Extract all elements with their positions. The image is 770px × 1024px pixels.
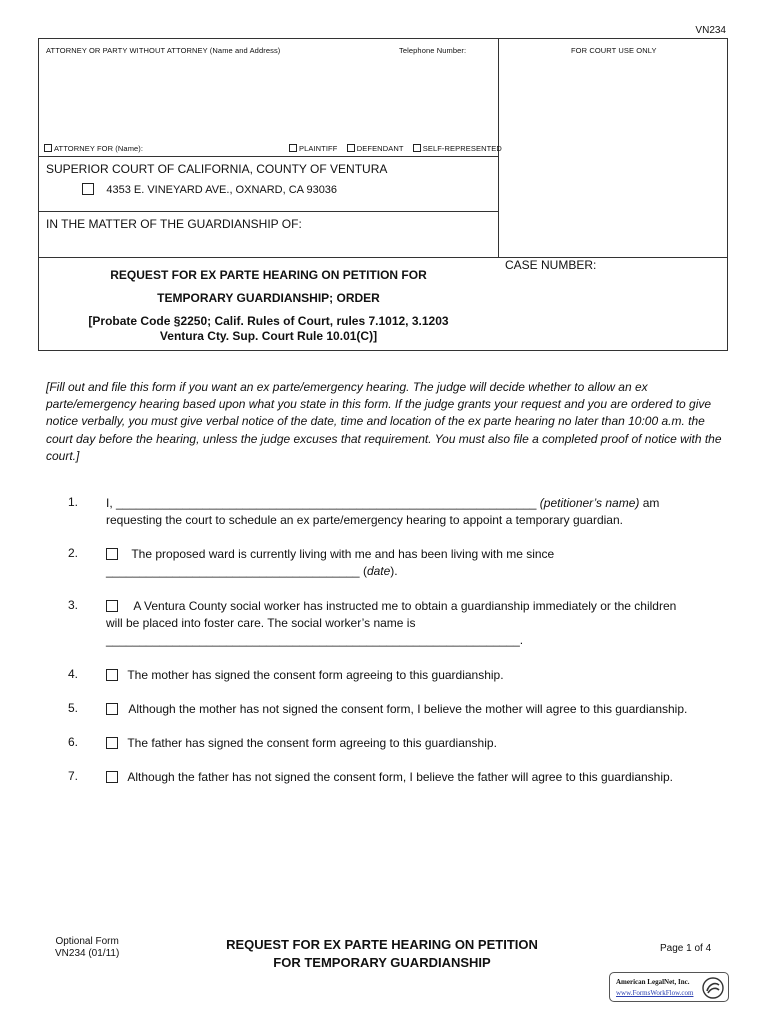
- item-1-text-end: am: [639, 496, 660, 510]
- item-6-checkbox[interactable]: [106, 737, 118, 749]
- item-7-text: Although the father has not signed the consent form, I believe the father will agree to this guardianship.: [127, 770, 674, 784]
- item-3-number: 3.: [68, 598, 79, 612]
- publisher-badge: [609, 972, 729, 1002]
- item-7-number: 7.: [68, 769, 79, 783]
- since-date-hint: date: [366, 564, 391, 578]
- petitioner-name-field[interactable]: I, _______________________________________________________________: [106, 496, 540, 510]
- defendant-label: DEFENDANT: [356, 144, 404, 153]
- plaintiff-label: PLAINTIFF: [299, 144, 338, 153]
- matter-section-divider: [39, 211, 498, 212]
- matter-label: IN THE MATTER OF THE GUARDIANSHIP OF:: [46, 217, 302, 231]
- instructions-paragraph: [Fill out and file this form if you want an ex parte/emergency hearing. The judge will decide whether to allow an ex parte/emergency hearing based upon what you state in this form. If the judge grants your request and you are ordered to give notice verbally, you must give verbal notice of the date, time and location of the ex parte hearing no later than 10:00 a.m. the court day before the hearing, unless the judge excuses that requirement. You must also file a completed proof of notice with the court.]: [46, 380, 722, 463]
- form-title-line-1: REQUEST FOR EX PARTE HEARING ON PETITION FOR: [110, 268, 427, 282]
- since-date-field[interactable]: ______________________________________ (: [106, 564, 367, 578]
- title-section-divider: [39, 257, 727, 258]
- court-name: SUPERIOR COURT OF CALIFORNIA, COUNTY OF VENTURA: [46, 162, 388, 176]
- party-role-row: [289, 144, 502, 153]
- item-2-checkbox[interactable]: [106, 548, 118, 560]
- defendant-checkbox[interactable]: [347, 144, 355, 152]
- footer-title-line-2: FOR TEMPORARY GUARDIANSHIP: [273, 955, 491, 970]
- form-id: VN234: [695, 25, 726, 36]
- item-3-line-2: will be placed into foster care. The social worker’s name is: [106, 616, 416, 630]
- telephone-label: Telephone Number:: [399, 46, 467, 55]
- item-4-checkbox[interactable]: [106, 669, 118, 681]
- form-title-authority-line-1: [Probate Code §2250; Calif. Rules of Court, rules 7.1012, 3.1203: [88, 314, 449, 328]
- court-section-divider: [39, 156, 498, 157]
- item-1-line-2: requesting the court to schedule an ex parte/emergency hearing to appoint a temporary guardian.: [106, 513, 623, 527]
- item-1-number: 1.: [68, 495, 79, 509]
- item-5-text: Although the mother has not signed the consent form, I believe the mother will agree to this guardianship.: [128, 702, 688, 716]
- self-represented-checkbox[interactable]: [413, 144, 421, 152]
- item-2: [106, 546, 726, 580]
- court-use-label: FOR COURT USE ONLY: [571, 46, 657, 55]
- attorney-for-checkbox[interactable]: [44, 144, 52, 152]
- court-address-checkbox[interactable]: [82, 183, 94, 195]
- item-2-number: 2.: [68, 546, 79, 560]
- self-represented-label: SELF-REPRESENTED: [422, 144, 502, 153]
- item-3-text: A Ventura County social worker has instructed me to obtain a guardianship immediately or the children: [133, 599, 677, 613]
- social-worker-name-field[interactable]: ______________________________________________________________.: [106, 633, 524, 647]
- item-4-number: 4.: [68, 667, 79, 681]
- footer-form-info: [55, 936, 119, 960]
- court-address: 4353 E. VINEYARD AVE., OXNARD, CA 93036: [106, 184, 338, 196]
- item-6-text: The father has signed the consent form agreeing to this guardianship.: [127, 736, 497, 750]
- item-7: [106, 769, 726, 786]
- footer-title: [200, 936, 564, 972]
- optional-form-label: Optional Form: [55, 936, 119, 947]
- caption-table: [38, 38, 728, 351]
- item-6: [106, 735, 726, 752]
- attorney-name-address-field[interactable]: [46, 62, 494, 142]
- item-2-text: The proposed ward is currently living with me and has been living with me since: [131, 547, 555, 561]
- attorney-label: ATTORNEY OR PARTY WITHOUT ATTORNEY (Name and Address): [46, 46, 281, 55]
- court-use-field: [503, 62, 723, 252]
- publisher-link[interactable]: www.FormsWorkFlow.com: [616, 989, 694, 997]
- court-address-row: [82, 182, 337, 196]
- page-number: Page 1 of 4: [660, 943, 712, 954]
- item-5-number: 5.: [68, 701, 79, 715]
- item-2-line-2-end: ).: [390, 564, 398, 578]
- item-4: [106, 667, 726, 684]
- plaintiff-checkbox[interactable]: [289, 144, 297, 152]
- attorney-for-row: [44, 144, 143, 153]
- item-3-checkbox[interactable]: [106, 600, 118, 612]
- item-7-checkbox[interactable]: [106, 771, 118, 783]
- petitioner-name-hint: (petitioner’s name): [539, 496, 640, 510]
- item-5-checkbox[interactable]: [106, 703, 118, 715]
- item-1: [106, 495, 726, 529]
- publisher-logo-icon: [701, 976, 725, 1000]
- form-title-authority-line-2: Ventura Cty. Sup. Court Rule 10.01(C)]: [159, 329, 378, 343]
- form-title-line-2: TEMPORARY GUARDIANSHIP; ORDER: [157, 291, 380, 305]
- form-revision: VN234 (01/11): [55, 948, 120, 959]
- publisher-name: American LegalNet, Inc.: [616, 978, 690, 986]
- item-3: [106, 598, 726, 649]
- item-4-text: The mother has signed the consent form agreeing to this guardianship.: [127, 668, 504, 682]
- footer-title-line-1: REQUEST FOR EX PARTE HEARING ON PETITION: [226, 937, 538, 952]
- item-5: [106, 701, 726, 718]
- case-number-label: CASE NUMBER:: [505, 258, 597, 272]
- attorney-for-label: ATTORNEY FOR (Name):: [54, 144, 144, 153]
- item-6-number: 6.: [68, 735, 79, 749]
